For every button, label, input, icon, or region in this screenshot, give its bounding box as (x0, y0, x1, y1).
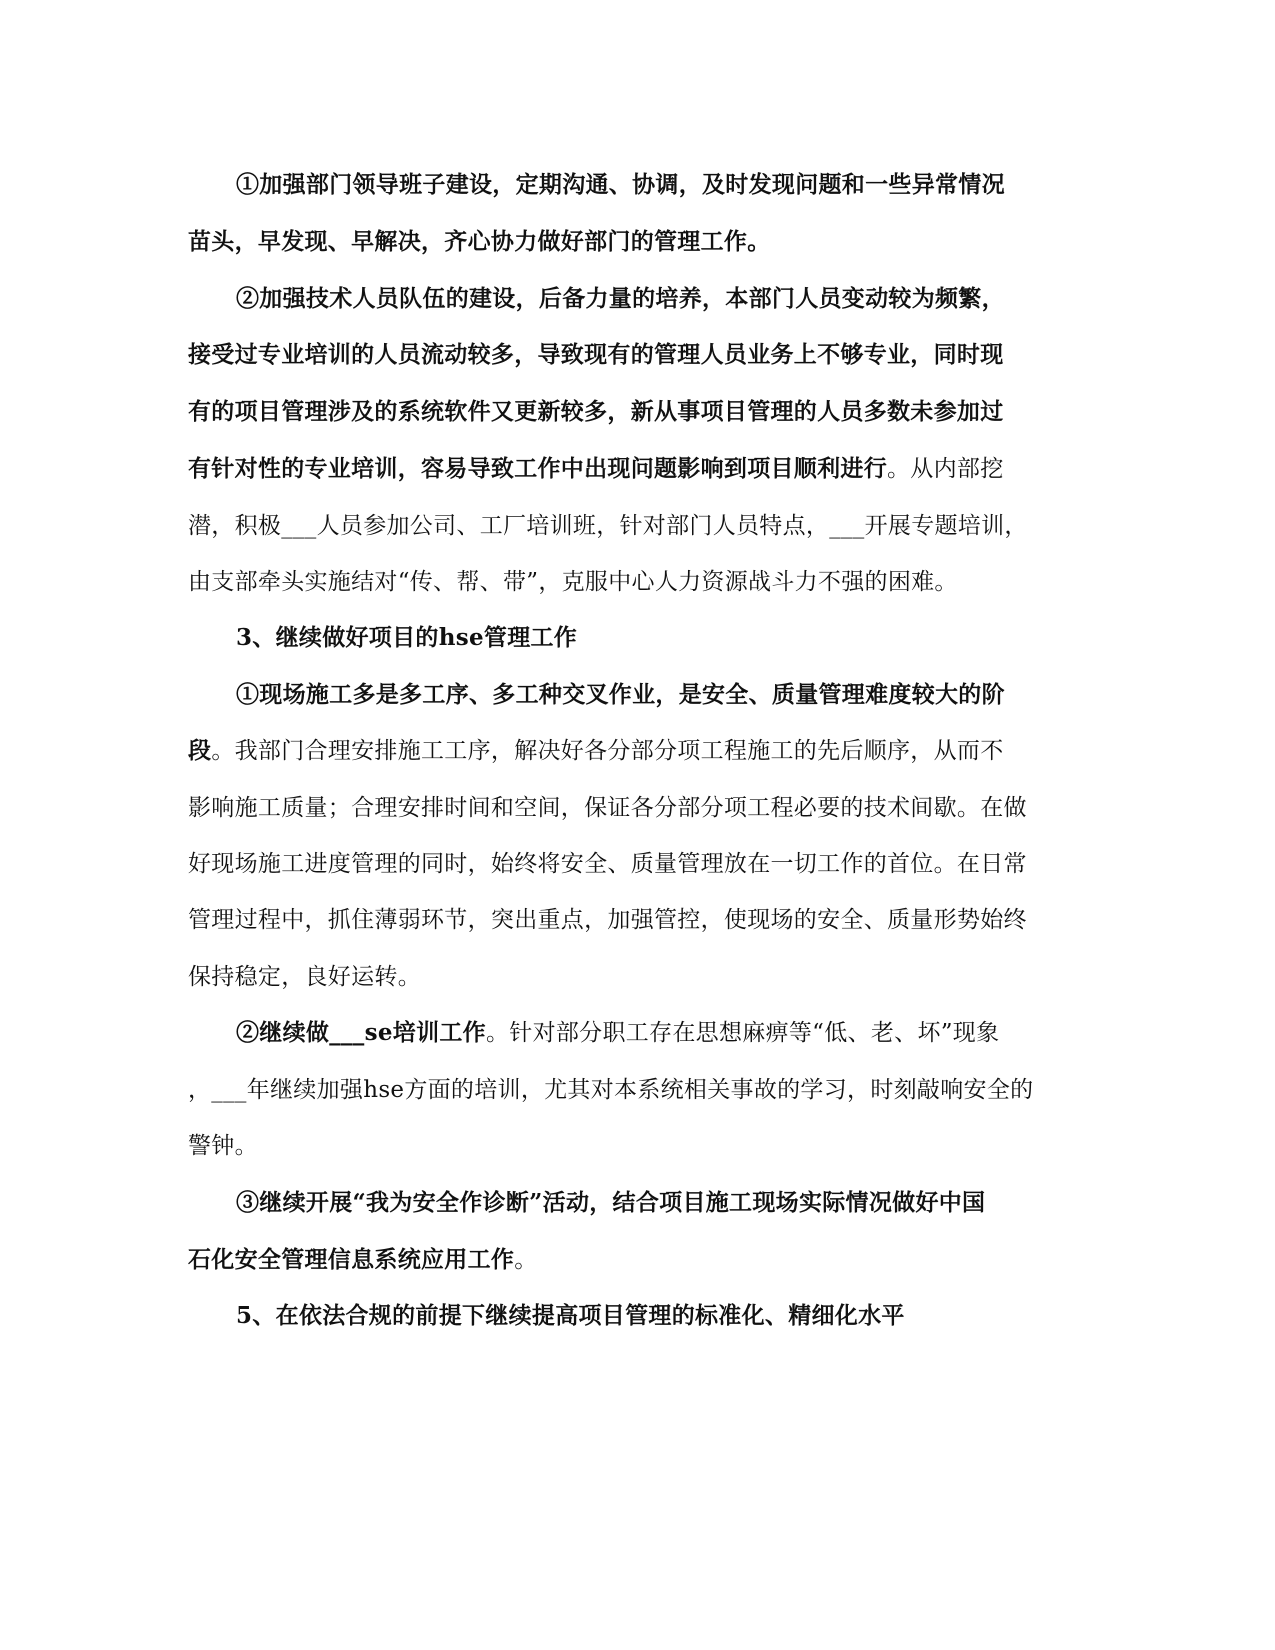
paragraph-4-line-2: ，___年继续加强hse方面的培训，尤其对本系统相关事故的学习，时刻敲响安全的 (188, 1077, 1034, 1103)
paragraph-4-line-3: 警钟。 (188, 1133, 258, 1159)
paragraph-4-line-1-normal: 。针对部分职工存在思想麻痹等“低、老、坏”现象 (485, 1020, 1000, 1046)
paragraph-2-line-4-bold: 有针对性的专业培训，容易导致工作中出现问题影响到项目顺利进行 (188, 455, 887, 482)
paragraph-2-line-6: 由支部牵头实施结对“传、帮、带”，克服中心人力资源战斗力不强的困难。 (188, 569, 958, 595)
paragraph-1-line-2: 苗头，早发现、早解决，齐心协力做好部门的管理工作。 (188, 228, 771, 255)
paragraph-2-line-4-normal: 。从内部挖 (887, 456, 1004, 482)
paragraph-2-line-2: 接受过专业培训的人员流动较多，导致现有的管理人员业务上不够专业，同时现 (188, 341, 1004, 368)
paragraph-3-line-3: 影响施工质量；合理安排时间和空间，保证各分部分项工程必要的技术间歇。在做 (188, 795, 1027, 821)
paragraph-4-line-1 (236, 1018, 999, 1048)
paragraph-4-line-1-bold: ②继续做___se培训工作 (236, 1019, 486, 1046)
paragraph-3-line-2-bold: 段 (188, 737, 212, 764)
paragraph-3-line-6: 保持稳定，良好运转。 (188, 964, 421, 990)
paragraph-2-line-4 (188, 454, 1004, 484)
paragraph-2-line-5: 潜，积极___人员参加公司、工厂培训班，针对部门人员特点，___开展专题培训， (188, 513, 1028, 539)
paragraph-5-line-2-bold: 石化安全管理信息系统应用工作 (188, 1246, 515, 1273)
paragraph-5-line-1: ③继续开展“我为安全作诊断”活动，结合项目施工现场实际情况做好中国 (236, 1189, 986, 1216)
paragraph-3-line-4: 好现场施工进度管理的同时，始终将安全、质量管理放在一切工作的首位。在日常 (188, 851, 1027, 877)
paragraph-5-line-2-normal: 。 (514, 1247, 538, 1273)
paragraph-1-line-1: ①加强部门领导班子建设，定期沟通、协调，及时发现问题和一些异常情况 (236, 171, 1005, 198)
section-heading-5: 5、在依法合规的前提下继续提高项目管理的标准化、精细化水平 (236, 1302, 905, 1329)
paragraph-3-line-5: 管理过程中，抓住薄弱环节，突出重点，加强管控，使现场的安全、质量形势始终 (188, 907, 1027, 933)
paragraph-5-line-2 (188, 1245, 538, 1275)
paragraph-3-line-2 (188, 736, 1004, 766)
paragraph-3-line-1: ①现场施工多是多工序、多工种交叉作业，是安全、质量管理难度较大的阶 (236, 681, 1005, 708)
paragraph-2-line-3: 有的项目管理涉及的系统软件又更新较多，新从事项目管理的人员多数未参加过 (188, 398, 1004, 425)
paragraph-3-line-2-normal: 。我部门合理安排施工工序，解决好各分部分项工程施工的先后顺序，从而不 (211, 738, 1004, 764)
paragraph-2-line-1: ②加强技术人员队伍的建设，后备力量的培养，本部门人员变动较为频繁， (236, 285, 1005, 312)
section-heading-3: 3、继续做好项目的hse管理工作 (236, 624, 578, 651)
